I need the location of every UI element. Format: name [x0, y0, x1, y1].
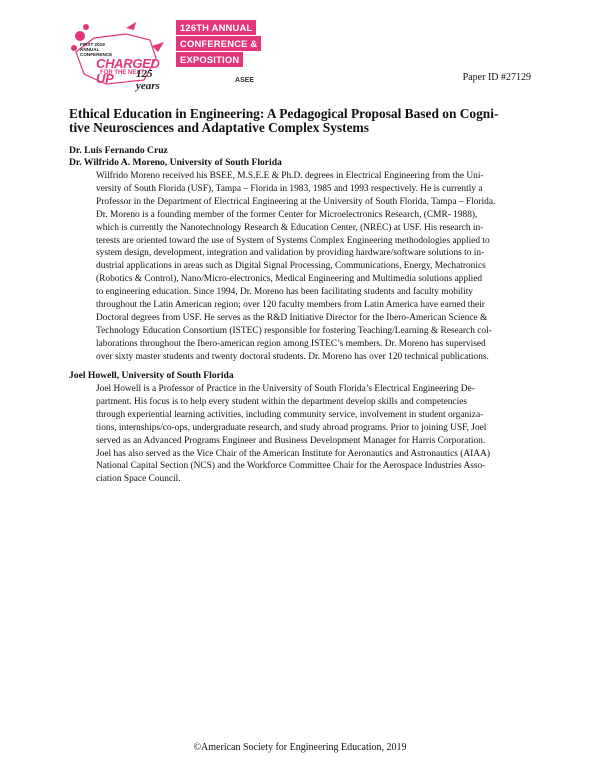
copyright-text: ©American Society for Engineering Education, 2019: [193, 742, 407, 753]
bio-line: system design, development, integration and validation by providing hardware/software solutions to in-: [96, 248, 485, 259]
logo-small-conference-text: FIRST 2019 ANNUAL CONFERENCE: [80, 42, 113, 57]
bio-line: versity of South Florida (USF), Tampa – Florida in 1983, 1985 and 1993 respectively. He is currently a: [96, 183, 483, 194]
bio-line: through experiential learning activities, including community service, involvement in student organiza-: [96, 409, 484, 420]
asee-logo-text: ASEE: [234, 77, 254, 84]
logo-charged-up-text: CHARGED UP: [96, 56, 160, 86]
paper-title-line-1: Ethical Education in Engineering: A Pedagogical Proposal Based on Cogni-: [69, 106, 499, 121]
bio-line: National Capital Section (NCS) and the Workforce Committee Chair for the Aerospace Industries Asso-: [96, 461, 486, 472]
bio-line: laborations throughout the Ibero-american region among ISTEC’s members. Dr. Moreno has supervised: [96, 338, 486, 349]
page-footer: [0, 742, 600, 753]
author-name-cruz: Dr. Luis Fernando Cruz: [69, 145, 168, 156]
bio-line: (Robotics & Control), Nano/Micro-electronics, Medical Engineering and Multimedia solutions applied: [96, 274, 483, 285]
banner-line-3: EXPOSITION: [176, 52, 243, 67]
bio-line: terests are oriented toward the use of System of Systems Complex Engineering methodologies applied to: [96, 235, 490, 246]
bio-line: Doctoral degrees from USF. He serves as the R&D Initiative Director for the Ibero-American Science &: [96, 312, 488, 323]
author-bio-moreno: [96, 170, 532, 364]
logo-125-years-text: 125 years: [136, 68, 160, 92]
bio-line: Professor in the Department of Electrical Engineering at the University of South Florida, Tampa – Florida.: [96, 196, 496, 207]
bio-line: throughout the Latin American region; over 120 faculty members from Latin America have earned their: [96, 300, 485, 311]
annual-conference-banner: [176, 20, 258, 84]
author-bio-howell: [96, 383, 532, 486]
bio-line: Wilfrido Moreno received his BSEE, M.S.E.E & Ph.D. degrees in Electrical Engineering from the Uni-: [96, 171, 484, 181]
author-name-howell: Joel Howell, University of South Florida: [69, 370, 234, 381]
paper-title-line-2: tive Neurosciences and Adaptative Complex Systems: [69, 120, 369, 135]
bio-line: served as an Advanced Programs Engineer and Business Development Manager for Harris Corporation.: [96, 435, 486, 446]
bio-line: over sixty master students and twenty doctoral students. Dr. Moreno has over 120 technical publications.: [96, 351, 489, 362]
bio-line: ciation Space Council.: [96, 474, 181, 485]
banner-line-2: CONFERENCE &: [176, 36, 261, 51]
bio-line: which is currently the Nanotechnology Research & Education Center, (NREC) at USF. His research in-: [96, 222, 484, 233]
logo-for-the-next-text: FOR THE NEXT: [100, 70, 145, 76]
bio-line: tions, internships/co-ops, undergraduate research, and study abroad programs. Prior to joining USF, Joel: [96, 422, 487, 433]
paper-id: Paper ID #27129: [462, 72, 531, 83]
paper-title: [69, 107, 532, 135]
bio-line: Technology Education Consortium (ISTEC) responsible for fostering Teaching/Learning & Research col-: [96, 325, 492, 336]
bio-line: partment. His focus is to help every student within the department develop skills and competencies: [96, 396, 468, 407]
charged-up-logo: [66, 18, 174, 92]
bio-line: Joel Howell is a Professor of Practice in the University of South Florida’s Electrical Engineering De-: [96, 384, 475, 394]
bio-line: dustrial applications in areas such as Digital Signal Processing, Communications, Energy, Mechatronics: [96, 261, 486, 272]
bio-line: Dr. Moreno is a founding member of the former Center for Microelectronics Research, (CMR- 1988),: [96, 209, 478, 220]
bio-line: to engineering education. Since 1994, Dr. Moreno has been facilitating students and faculty mobility: [96, 287, 473, 298]
bio-line: Joel has also served as the Vice Chair of the American Institute for Aeronautics and Astronautics (AIAA): [96, 448, 490, 459]
banner-line-1: 126TH ANNUAL: [176, 20, 256, 35]
author-name-moreno: Dr. Wilfrido A. Moreno, University of South Florida: [69, 157, 282, 168]
conference-logo: [66, 18, 258, 92]
